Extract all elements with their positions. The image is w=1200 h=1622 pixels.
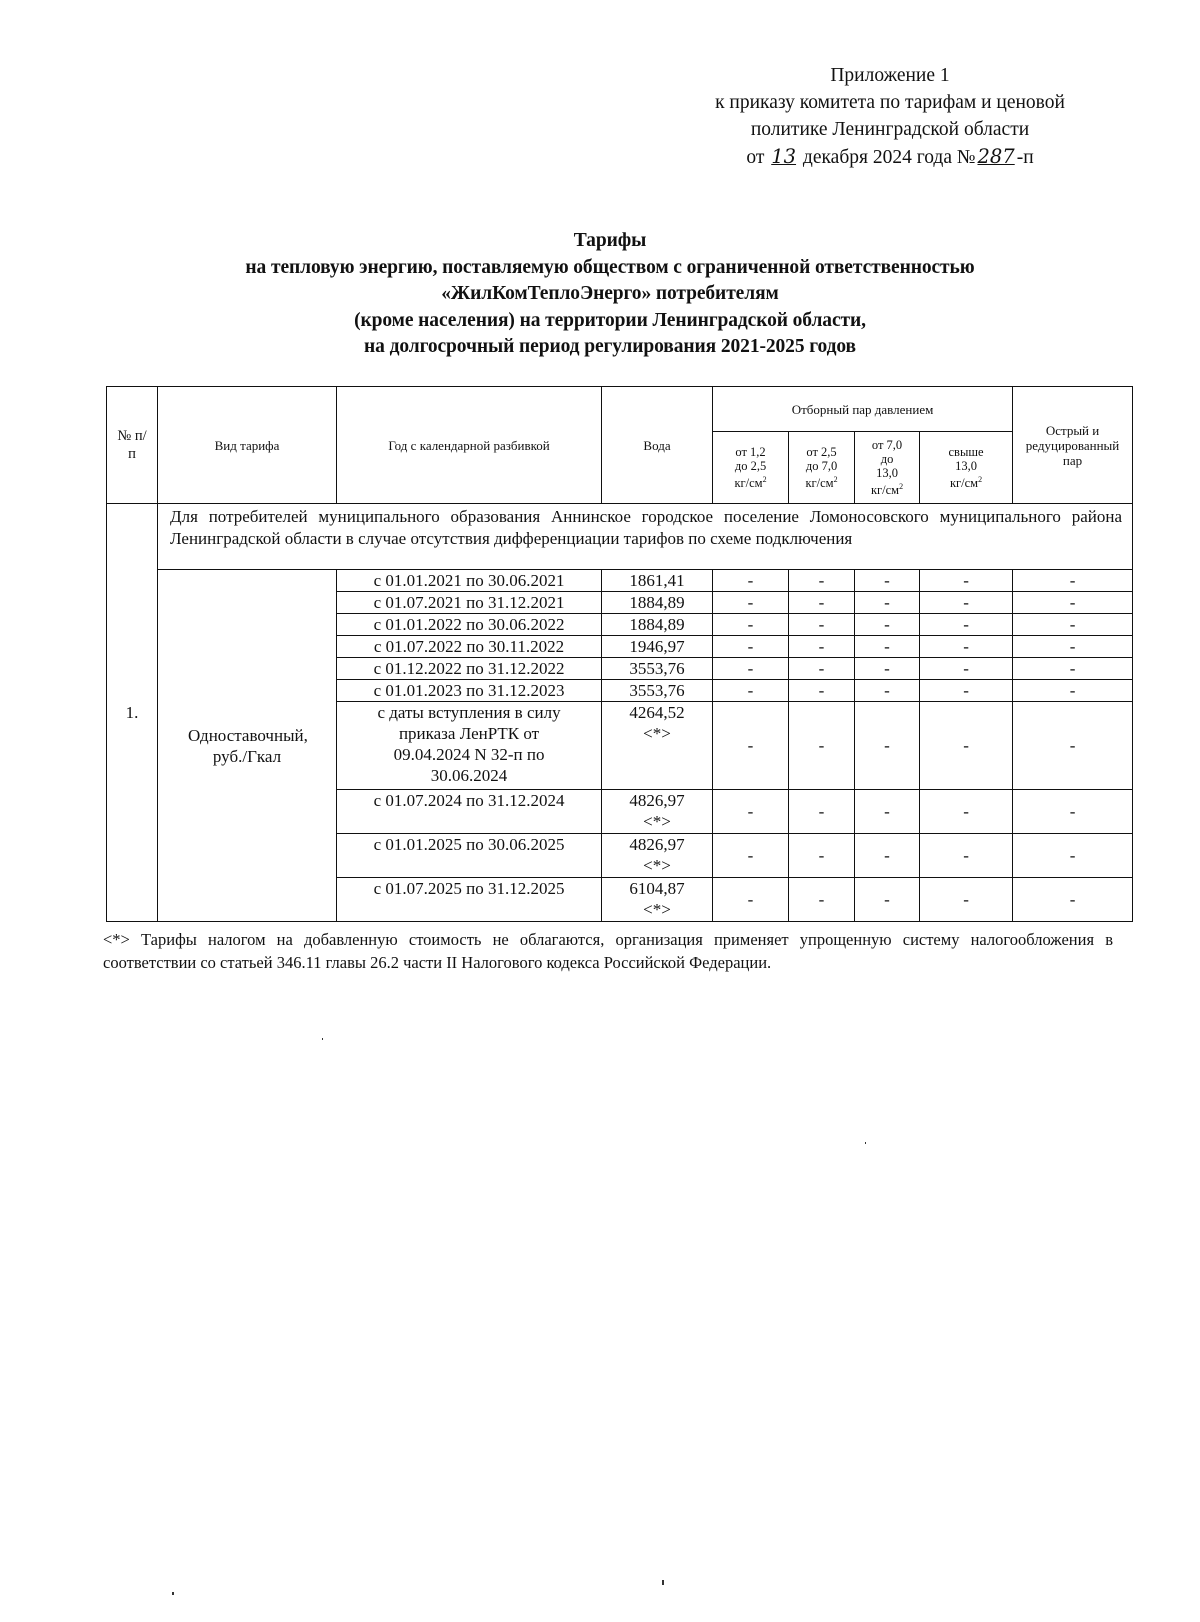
appendix-date-line	[640, 143, 1140, 171]
steam-1-cell: -	[713, 702, 789, 790]
sharp-steam-cell: -	[1013, 592, 1133, 614]
period-cell: с даты вступления в силу приказа ЛенРТК от 09.04.2024 N 32-п по 30.06.2024	[337, 702, 602, 790]
period-cell: с 01.01.2025 по 30.06.2025	[337, 834, 602, 878]
steam-1-cell: -	[713, 878, 789, 922]
appendix-title: Приложение 1	[830, 65, 950, 86]
steam-4-cell: -	[920, 614, 1013, 636]
header-period: Год с календарной разбивкой	[337, 387, 602, 504]
tariff-table	[106, 386, 1133, 922]
appendix-order-ref: к приказу комитета по тарифам и ценовой	[715, 92, 1065, 113]
title-line-1: Тарифы	[573, 230, 647, 251]
sharp-steam-cell: -	[1013, 702, 1133, 790]
steam-1-unit	[715, 473, 786, 490]
handwritten-order-number: 287	[977, 145, 1015, 168]
steam-3-line-2: до	[880, 451, 894, 466]
steam-2-cell: -	[789, 834, 855, 878]
sharp-steam-cell: -	[1013, 834, 1133, 878]
scan-speck	[172, 1592, 174, 1595]
water-cell	[602, 878, 713, 922]
steam-3-cell: -	[855, 636, 920, 658]
water-cell	[602, 790, 713, 834]
header-steam-3	[855, 432, 920, 504]
unit-text: кг/см	[805, 476, 834, 491]
handwritten-day: 13	[771, 145, 797, 168]
steam-1-cell: -	[713, 680, 789, 702]
water-cell: 3553,76	[602, 658, 713, 680]
steam-4-cell: -	[920, 570, 1013, 592]
tax-note-marker: <*>	[643, 900, 671, 919]
document-title	[140, 228, 1080, 361]
sharp-steam-cell: -	[1013, 790, 1133, 834]
section-description-row	[107, 504, 1133, 570]
steam-3-cell: -	[855, 658, 920, 680]
steam-1-cell: -	[713, 834, 789, 878]
header-num	[107, 387, 158, 504]
water-value: 4264,52	[629, 703, 685, 722]
table-row	[107, 570, 1133, 592]
header-row-1	[107, 387, 1133, 432]
title-line-2: на тепловую энергию, поставляемую обществом с ограниченной ответственностью	[245, 256, 975, 278]
tax-note-marker: <*>	[643, 812, 671, 831]
steam-4-cell: -	[920, 680, 1013, 702]
steam-4-cell: -	[920, 834, 1013, 878]
period-cell: с 01.07.2024 по 31.12.2024	[337, 790, 602, 834]
title-line-4: (кроме населения) на территории Ленинградской области,	[354, 309, 866, 331]
water-value: 4826,97	[629, 791, 685, 810]
header-steam-4	[920, 432, 1013, 504]
steam-3-cell: -	[855, 614, 920, 636]
water-cell	[602, 702, 713, 790]
period-cell: с 01.12.2022 по 31.12.2022	[337, 658, 602, 680]
period-cell: с 01.07.2021 по 31.12.2021	[337, 592, 602, 614]
steam-3-line-3: 13,0	[876, 465, 898, 480]
water-cell: 3553,76	[602, 680, 713, 702]
title-line-5: на долгосрочный период регулирования 2021-2025 годов	[364, 336, 856, 357]
steam-1-cell: -	[713, 636, 789, 658]
steam-1-cell: -	[713, 570, 789, 592]
steam-4-line-2: 13,0	[955, 458, 977, 473]
steam-2-cell: -	[789, 790, 855, 834]
unit-sup: 2	[762, 474, 767, 484]
steam-1-line-2: до 2,5	[734, 458, 767, 473]
header-tariff-kind: Вид тарифа	[158, 387, 337, 504]
unit-text: кг/см	[870, 483, 900, 498]
header-num-label: № п/п	[117, 428, 147, 462]
steam-2-cell: -	[789, 658, 855, 680]
period-cell: с 01.01.2021 по 30.06.2021	[337, 570, 602, 592]
steam-1-line-1: от 1,2	[735, 444, 766, 459]
unit-text: кг/см	[949, 476, 979, 491]
sharp-steam-cell: -	[1013, 636, 1133, 658]
header-sharp-steam: Острый и редуцированный пар	[1013, 387, 1133, 504]
water-cell: 1884,89	[602, 614, 713, 636]
sharp-steam-cell: -	[1013, 614, 1133, 636]
tax-note-marker: <*>	[643, 724, 671, 743]
steam-4-cell: -	[920, 592, 1013, 614]
appendix-header	[640, 62, 1140, 171]
steam-2-cell: -	[789, 592, 855, 614]
water-value: 4826,97	[629, 835, 685, 854]
period-cell: с 01.07.2022 по 30.11.2022	[337, 636, 602, 658]
steam-2-line-1: от 2,5	[806, 444, 837, 459]
steam-3-cell: -	[855, 680, 920, 702]
tax-footnote: <*> Тарифы налогом на добавленную стоимость не облагаются, организация применяет упрощенную систему налогообложения в соответствии со статьей 346.11 главы 26.2 части II Налогового кодекса Российской Федерации.	[103, 930, 1113, 972]
steam-3-cell: -	[855, 592, 920, 614]
steam-1-cell: -	[713, 614, 789, 636]
steam-2-cell: -	[789, 636, 855, 658]
header-steam-1	[713, 432, 789, 504]
water-cell	[602, 834, 713, 878]
tariff-kind: Одноставочный, руб./Гкал	[158, 570, 337, 922]
steam-2-cell: -	[789, 878, 855, 922]
steam-2-cell: -	[789, 680, 855, 702]
steam-4-cell: -	[920, 658, 1013, 680]
steam-3-cell: -	[855, 878, 920, 922]
sharp-steam-cell: -	[1013, 658, 1133, 680]
period-cell: с 01.01.2023 по 31.12.2023	[337, 680, 602, 702]
unit-text: кг/см	[734, 476, 763, 491]
steam-2-cell: -	[789, 614, 855, 636]
steam-2-cell: -	[789, 702, 855, 790]
water-cell: 1884,89	[602, 592, 713, 614]
steam-1-cell: -	[713, 658, 789, 680]
water-value: 6104,87	[629, 879, 685, 898]
date-prefix: от	[746, 147, 765, 168]
steam-3-cell: -	[855, 834, 920, 878]
steam-2-unit	[791, 473, 852, 490]
steam-4-cell: -	[920, 878, 1013, 922]
steam-4-cell: -	[920, 636, 1013, 658]
steam-4-cell: -	[920, 702, 1013, 790]
steam-1-cell: -	[713, 592, 789, 614]
steam-4-line-1: свыше	[948, 444, 984, 459]
unit-sup: 2	[899, 481, 904, 491]
period-cell: с 01.07.2025 по 31.12.2025	[337, 878, 602, 922]
appendix-committee: политике Ленинградской области	[750, 119, 1030, 140]
header-steam-group: Отборный пар давлением	[713, 387, 1013, 432]
title-line-3: «ЖилКомТеплоЭнерго» потребителям	[441, 283, 779, 304]
steam-2-line-2: до 7,0	[805, 458, 838, 473]
scan-speck	[322, 1038, 323, 1040]
header-steam-2	[789, 432, 855, 504]
steam-4-unit	[922, 473, 1010, 490]
unit-sup: 2	[833, 474, 838, 484]
section-number: 1.	[107, 504, 158, 922]
steam-3-cell: -	[855, 790, 920, 834]
water-cell: 1946,97	[602, 636, 713, 658]
sharp-steam-cell: -	[1013, 570, 1133, 592]
steam-3-unit	[857, 480, 917, 497]
steam-3-line-1: от 7,0	[871, 437, 903, 452]
date-rest: декабря 2024 года №	[802, 147, 976, 168]
scan-speck	[865, 1142, 866, 1144]
header-water: Вода	[602, 387, 713, 504]
tax-note-marker: <*>	[643, 856, 671, 875]
period-cell: с 01.01.2022 по 30.06.2022	[337, 614, 602, 636]
unit-sup: 2	[978, 474, 983, 484]
section-description: Для потребителей муниципального образования Аннинское городское поселение Ломоносовского муниципального района Ленинградской области в случае отсутствия дифференциации тарифов по схеме подключения	[158, 504, 1133, 570]
steam-4-cell: -	[920, 790, 1013, 834]
steam-2-cell: -	[789, 570, 855, 592]
sharp-steam-cell: -	[1013, 680, 1133, 702]
steam-1-cell: -	[713, 790, 789, 834]
scan-speck	[662, 1580, 664, 1585]
order-suffix: -п	[1016, 147, 1034, 168]
sharp-steam-cell: -	[1013, 878, 1133, 922]
steam-3-cell: -	[855, 570, 920, 592]
water-cell: 1861,41	[602, 570, 713, 592]
steam-3-cell: -	[855, 702, 920, 790]
